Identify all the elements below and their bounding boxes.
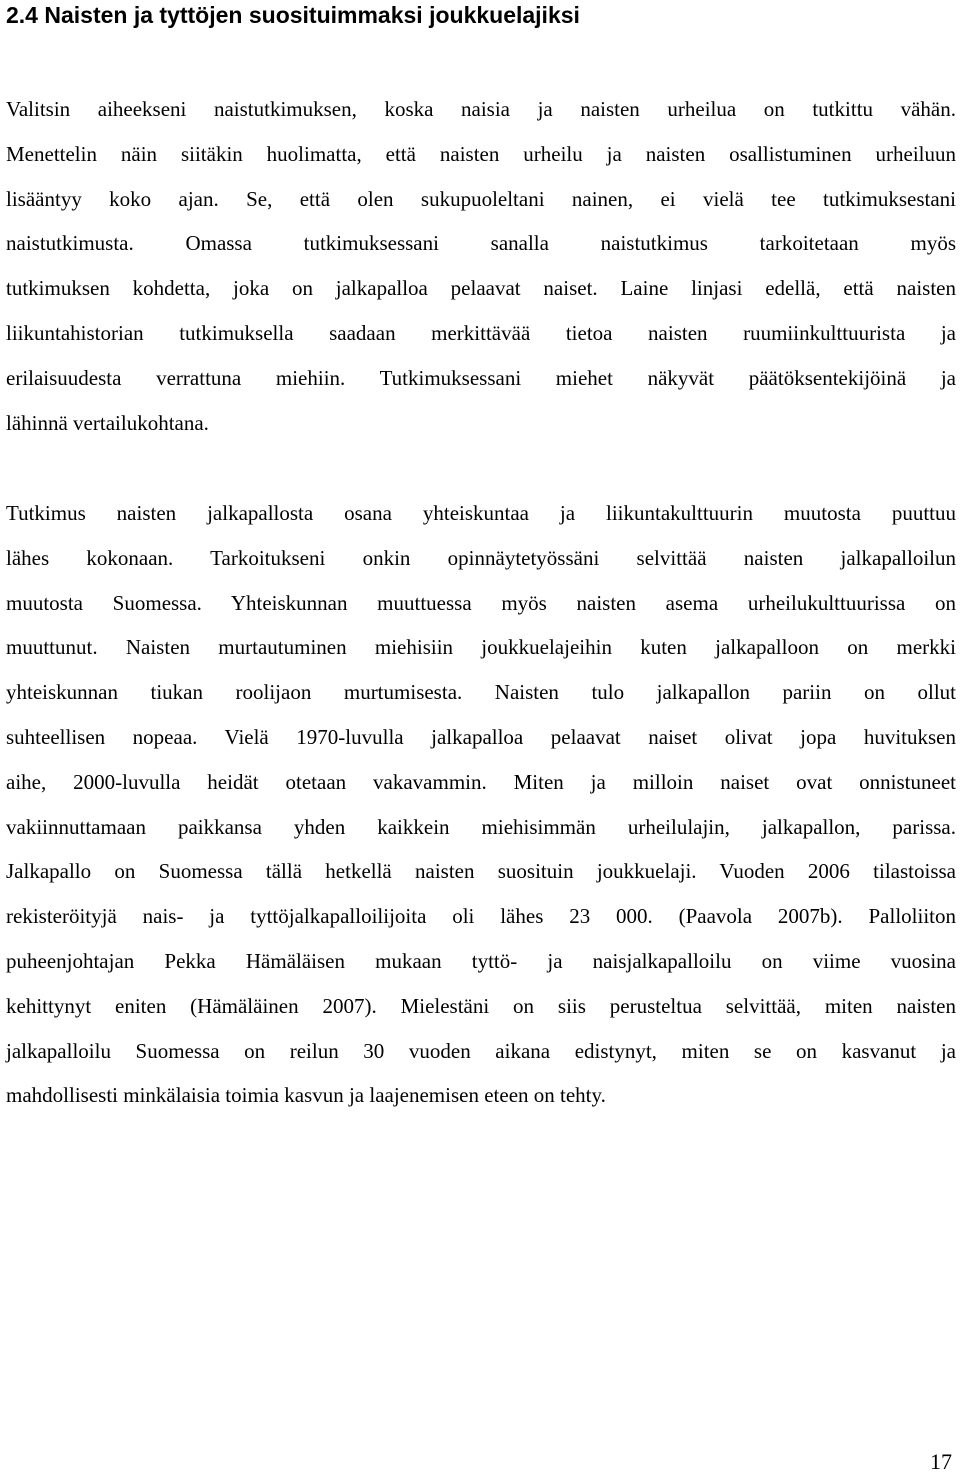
paragraph-line: muutosta Suomessa. Yhteiskunnan muuttuessa myös naisten asema urheilukulttuurissa on (6, 590, 956, 615)
paragraph-line: liikuntahistorian tutkimuksella saadaan merkittävää tietoa naisten ruumiinkulttuurista ja (6, 320, 956, 345)
page-number: 17 (930, 1449, 952, 1474)
paragraph-line: Valitsin aiheekseni naistutkimuksen, koska naisia ja naisten urheilua on tutkittu vähän. (6, 97, 956, 121)
paragraph-line: lähes kokonaan. Tarkoitukseni onkin opinnäytetyössäni selvittää naisten jalkapalloilun (6, 545, 956, 570)
paragraph-line: aihe, 2000-luvulla heidät otetaan vakavammin. Miten ja milloin naiset ovat onnistuneet (6, 769, 956, 794)
paragraph-line: lisääntyy koko ajan. Se, että olen sukupuoleltani nainen, ei vielä tee tutkimuksestani (6, 186, 956, 211)
paragraph-1 (6, 87, 956, 445)
paragraph-line: naistutkimusta. Omassa tutkimuksessani sanalla naistutkimus tarkoitetaan myös (6, 231, 956, 256)
paragraph-line: puheenjohtajan Pekka Hämäläisen mukaan tyttö- ja naisjalkapalloilu on viime vuosina (6, 948, 956, 973)
paragraph-line: Tutkimus naisten jalkapallosta osana yhteiskuntaa ja liikuntakulttuurin muutosta puuttuu (6, 501, 956, 525)
paragraph-line: lähinnä vertailukohtana. (6, 410, 209, 435)
paragraph-line: muuttunut. Naisten murtautuminen miehisiin joukkuelajeihin kuten jalkapalloon on merkki (6, 635, 956, 660)
paragraph-line: rekisteröityjä nais- ja tyttöjalkapalloilijoita oli lähes 23 000. (Paavola 2007b). Palloliiton (6, 904, 956, 929)
paragraph-line: jalkapalloilu Suomessa on reilun 30 vuoden aikana edistynyt, miten se on kasvanut ja (6, 1038, 956, 1063)
paragraph-2 (6, 491, 956, 1118)
paragraph-line: suhteellisen nopeaa. Vielä 1970-luvulla jalkapalloa pelaavat naiset olivat jopa huvituksen (6, 724, 956, 749)
paragraph-line: kehittynyt eniten (Hämäläinen 2007). Mielestäni on siis perusteltua selvittää, miten naisten (6, 993, 956, 1018)
paragraph-line: yhteiskunnan tiukan roolijaon murtumisesta. Naisten tulo jalkapallon pariin on ollut (6, 680, 956, 705)
paragraph-line: mahdollisesti minkälaisia toimia kasvun ja laajenemisen eteen on tehty. (6, 1083, 606, 1108)
paragraph-line: tutkimuksen kohdetta, joka on jalkapalloa pelaavat naiset. Laine linjasi edellä, että naisten (6, 276, 956, 301)
paragraph-line: Jalkapallo on Suomessa tällä hetkellä naisten suosituin joukkuelaji. Vuoden 2006 tilastoissa (6, 859, 956, 884)
paragraph-line: Menettelin näin siitäkin huolimatta, että naisten urheilu ja naisten osallistuminen urheiluun (6, 141, 956, 166)
section-heading: 2.4 Naisten ja tyttöjen suosituimmaksi joukkuelajiksi (6, 2, 580, 28)
paragraph-line: erilaisuudesta verrattuna miehiin. Tutkimuksessani miehet näkyvät päätöksentekijöinä ja (6, 365, 956, 390)
paragraph-line: vakiinnuttamaan paikkansa yhden kaikkein miehisimmän urheilulajin, jalkapallon, parissa. (6, 814, 956, 839)
